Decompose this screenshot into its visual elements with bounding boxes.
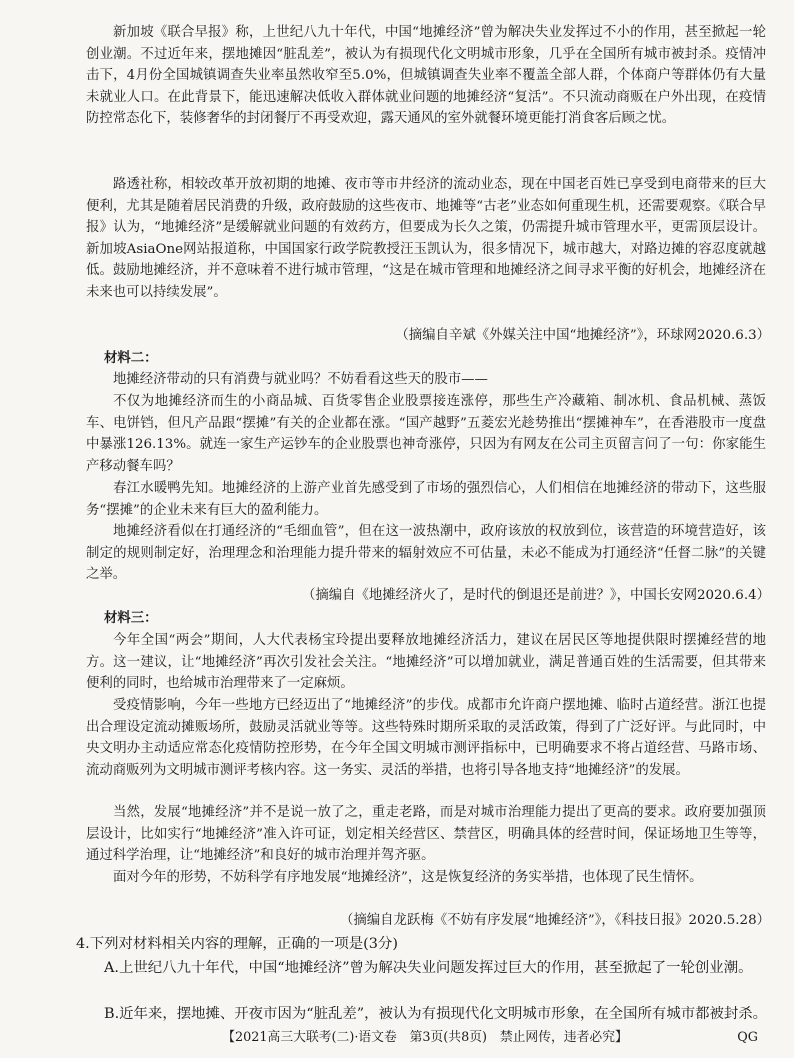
material-2-paragraph-1: 地摊经济带动的只有消费与就业吗？不妨看看这些天的股市—— (113, 372, 488, 387)
source-citation-3: （摘编自龙跃梅《不妨有序发展“地摊经济”》，《科技日报》2020.5.28） (340, 913, 770, 928)
paragraph-1: 新加坡《联合早报》称，上世纪八九十年代，中国“地摊经济”曾为解决失业发挥过不小的作用，甚至掀起一轮创业潮。不过近年来，摆地摊因“脏乱差”，被认为有损现代化文明城市形象，几乎在全国所有城市被封杀。疫情冲击下，4月份全国城镇调查失业率虽然收窄至5.0%，但城镇调查失业率不覆盖全部人群，个体商户等群体仍有大量未就业人口。在此背景下，能迅速解决低收入群体就业问题的地摊经济“复活”。不只流动商贩在户外出现，在疫情防控常态化下，装修奢华的封闭餐厅不再受欢迎，露天通风的室外就餐环境更能打消食客后顾之忧。 (86, 25, 766, 127)
footer-exam-info: 【2021高三大联考(二)·语文卷 第3页(共8页) 禁止网传，违者必究】 (222, 1030, 628, 1045)
material-3-paragraph-1: 今年全国“两会”期间，人大代表杨宝玲提出要释放地摊经济活力，建议在居民区等地提供限时摆摊经营的地方。这一建议，让“地摊经济”再次引发社会关注。“地摊经济”可以增加就业，满足普通百姓的生活需要，但其带来便利的同时，也给城市治理带来了一定麻烦。 (86, 633, 766, 692)
question-4-stem: 4.下列对材料相关内容的理解，正确的一项是(3分) (76, 936, 398, 952)
source-citation-1: （摘编自辛斌《外媒关注中国“地摊经济”》，环球网2020.6.3） (395, 328, 770, 343)
source-citation-2: （摘编自《地摊经济火了，是时代的倒退还是前进？》，中国长安网2020.6.4） (301, 588, 770, 603)
question-4-option-a: A.上世纪八九十年代，中国“地摊经济”曾为解决失业问题发挥过巨大的作用，甚至掀起了一轮创业潮。 (104, 960, 753, 976)
material-2-paragraph-4: 地摊经济看似在打通经济的“毛细血管”，但在这一波热潮中，政府该放的权放到位，该营造的环境营造好，该制定的规则制定好，治理理念和治理能力提升带来的辐射效应不可估量，未必不能成为打通经济“任督二脉”的关键之举。 (86, 524, 766, 583)
material-2-paragraph-3: 春江水暖鸭先知。地摊经济的上游产业首先感受到了市场的强烈信心，人们相信在地摊经济的带动下，这些服务“摆摊”的企业未来有巨大的盈利能力。 (86, 481, 766, 518)
material-3-heading: 材料三： (104, 610, 158, 626)
material-2-heading: 材料二： (104, 350, 158, 366)
paragraph-2: 路透社称，相较改革开放初期的地摊、夜市等市井经济的流动业态，现在中国老百姓已享受到电商带来的巨大便利，尤其是随着居民消费的升级，政府鼓励的这些夜市、地摊等“古老”业态如何重现生机，还需要观察。《联合早报》认为，“地摊经济”是缓解就业问题的有效药方，但要成为长久之策，仍需提升城市管理水平，更需顶层设计。新加坡AsiaOne网站报道称，中国国家行政学院教授汪玉凯认为，很多情况下，城市越大，对路边摊的容忍度就越低。鼓励地摊经济，并不意味着不进行城市管理，“这是在城市管理和地摊经济之间寻求平衡的好机会，地摊经济在未来也可以持续发展”。 (86, 177, 766, 300)
footer-code: QG (737, 1030, 758, 1045)
material-2-paragraph-2: 不仅为地摊经济而生的小商品城、百货零售企业股票接连涨停，那些生产冷藏箱、制冰机、食品机械、蒸饭车、电饼铛，但凡产品跟“摆摊”有关的企业都在涨。“国产越野”五菱宏光趁势推出“摆摊神车”，在香港股市一度盘中暴涨126.13%。就连一家生产运钞车的企业股票也神奇涨停，只因为有网友在公司主页留言问了一句：你家能生产移动餐车吗？ (86, 394, 766, 474)
question-4-option-b: B.近年来，摆地摊、开夜市因为“脏乱差”，被认为有损现代化文明城市形象，在全国所有城市都被封杀。 (104, 1006, 768, 1022)
material-3-paragraph-2: 受疫情影响，今年一些地方已经迈出了“地摊经济”的步伐。成都市允许商户摆地摊、临时占道经营。浙江也提出合理设定流动摊贩场所，鼓励灵活就业等等。这些特殊时期所采取的灵活政策，得到了广泛好评。与此同时，中央文明办主动适应常态化疫情防控形势，在今年全国文明城市测评指标中，已明确要求不将占道经营、马路市场、流动商贩列为文明城市测评考核内容。这一务实、灵活的举措，也将引导各地支持“地摊经济”的发展。 (86, 698, 766, 778)
material-3-paragraph-4: 面对今年的形势，不妨科学有序地发展“地摊经济”，这是恢复经济的务实举措，也体现了民生情怀。 (113, 870, 703, 885)
material-3-paragraph-3: 当然，发展“地摊经济”并不是说一放了之，重走老路，而是对城市治理能力提出了更高的要求。政府要加强顶层设计，比如实行“地摊经济”准入许可证，划定相关经营区、禁营区，明确具体的经营时间，保证场地卫生等等，通过科学治理，让“地摊经济”和良好的城市治理并驾齐驱。 (86, 805, 766, 864)
